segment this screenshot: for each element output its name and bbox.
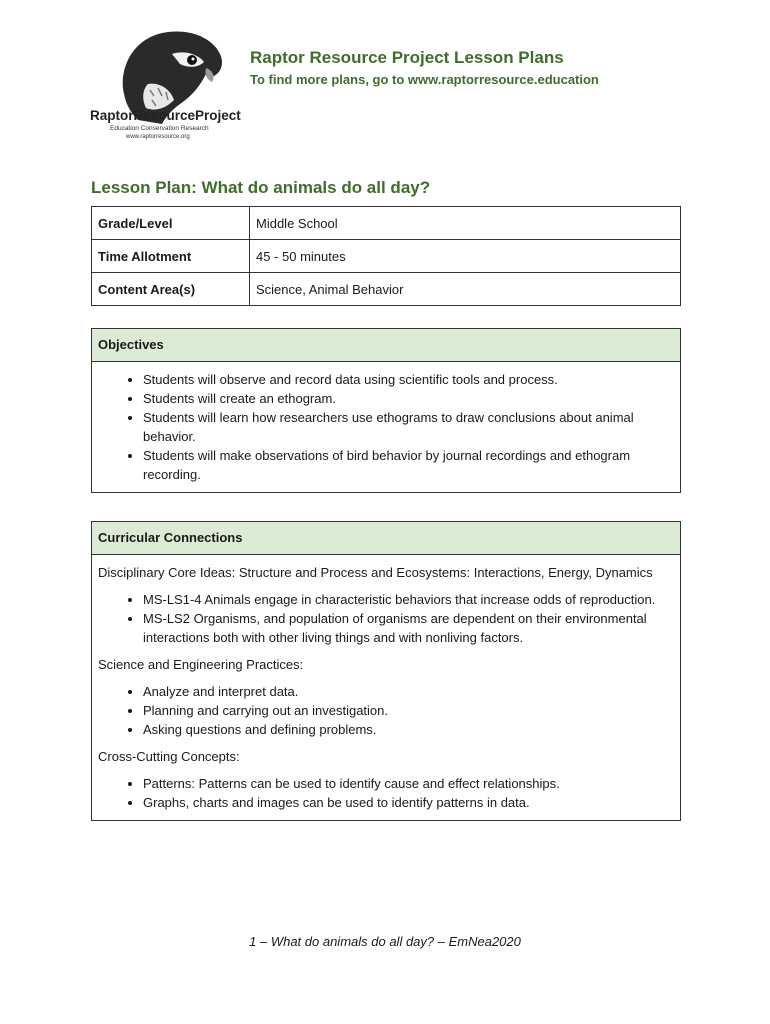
list-item: • Students will learn how researchers use ethograms to draw conclusions about animal behavior. bbox=[143, 408, 674, 446]
raptor-logo bbox=[88, 24, 248, 150]
list-item: • MS-LS1-4 Animals engage in characteristic behaviors that increase odds of reproduction. bbox=[143, 590, 674, 609]
objectives-list bbox=[98, 370, 674, 484]
dci-list bbox=[98, 590, 674, 647]
header-title: Raptor Resource Project Lesson Plans bbox=[250, 48, 564, 67]
dci-label: Disciplinary Core Ideas: Structure and Process and Ecosystems: Interactions, Energy, Dynamics bbox=[98, 565, 653, 580]
page-footer: 1 – What do animals do all day? – EmNea2020 bbox=[249, 934, 521, 949]
logo-url: www.raptorresource.org bbox=[126, 134, 190, 140]
sep-label: Science and Engineering Practices: bbox=[98, 657, 304, 672]
table-row bbox=[92, 207, 681, 240]
list-item: • Graphs, charts and images can be used to identify patterns in data. bbox=[143, 793, 674, 812]
header-subtitle: To find more plans, go to www.raptorresource.education bbox=[250, 72, 599, 87]
lesson-info-table bbox=[91, 206, 681, 306]
curricular-heading: Curricular Connections bbox=[92, 522, 680, 555]
info-value: Science, Animal Behavior bbox=[250, 273, 681, 306]
table-row bbox=[92, 273, 681, 306]
ccc-label: Cross-Cutting Concepts: bbox=[98, 749, 240, 764]
info-key: Content Area(s) bbox=[92, 273, 250, 306]
info-value: 45 - 50 minutes bbox=[250, 240, 681, 273]
falcon-head-icon bbox=[88, 24, 248, 150]
objectives-heading: Objectives bbox=[92, 329, 680, 362]
info-key: Time Allotment bbox=[92, 240, 250, 273]
list-item: • Patterns: Patterns can be used to identify cause and effect relationships. bbox=[143, 774, 674, 793]
curricular-section bbox=[91, 521, 681, 821]
table-row bbox=[92, 240, 681, 273]
logo-wordmark: RaptorResourceProject bbox=[90, 108, 241, 123]
list-item: • Planning and carrying out an investigation. bbox=[143, 701, 674, 720]
lesson-title: Lesson Plan: What do animals do all day? bbox=[91, 178, 431, 197]
info-key: Grade/Level bbox=[92, 207, 250, 240]
list-item: • Students will observe and record data using scientific tools and process. bbox=[143, 370, 674, 389]
sep-list bbox=[98, 682, 674, 739]
ccc-list bbox=[98, 774, 674, 812]
list-item: • Analyze and interpret data. bbox=[143, 682, 674, 701]
list-item: • Asking questions and defining problems. bbox=[143, 720, 674, 739]
list-item: • Students will create an ethogram. bbox=[143, 389, 674, 408]
info-value: Middle School bbox=[250, 207, 681, 240]
objectives-body bbox=[92, 362, 680, 492]
logo-tagline: Education Conservation Research bbox=[110, 125, 209, 132]
list-item: • MS-LS2 Organisms, and population of organisms are dependent on their environmental interactions both with other living things and with nonliving factors. bbox=[143, 609, 674, 647]
objectives-section bbox=[91, 328, 681, 493]
list-item: • Students will make observations of bird behavior by journal recordings and ethogram recording. bbox=[143, 446, 674, 484]
curricular-body bbox=[92, 555, 680, 820]
